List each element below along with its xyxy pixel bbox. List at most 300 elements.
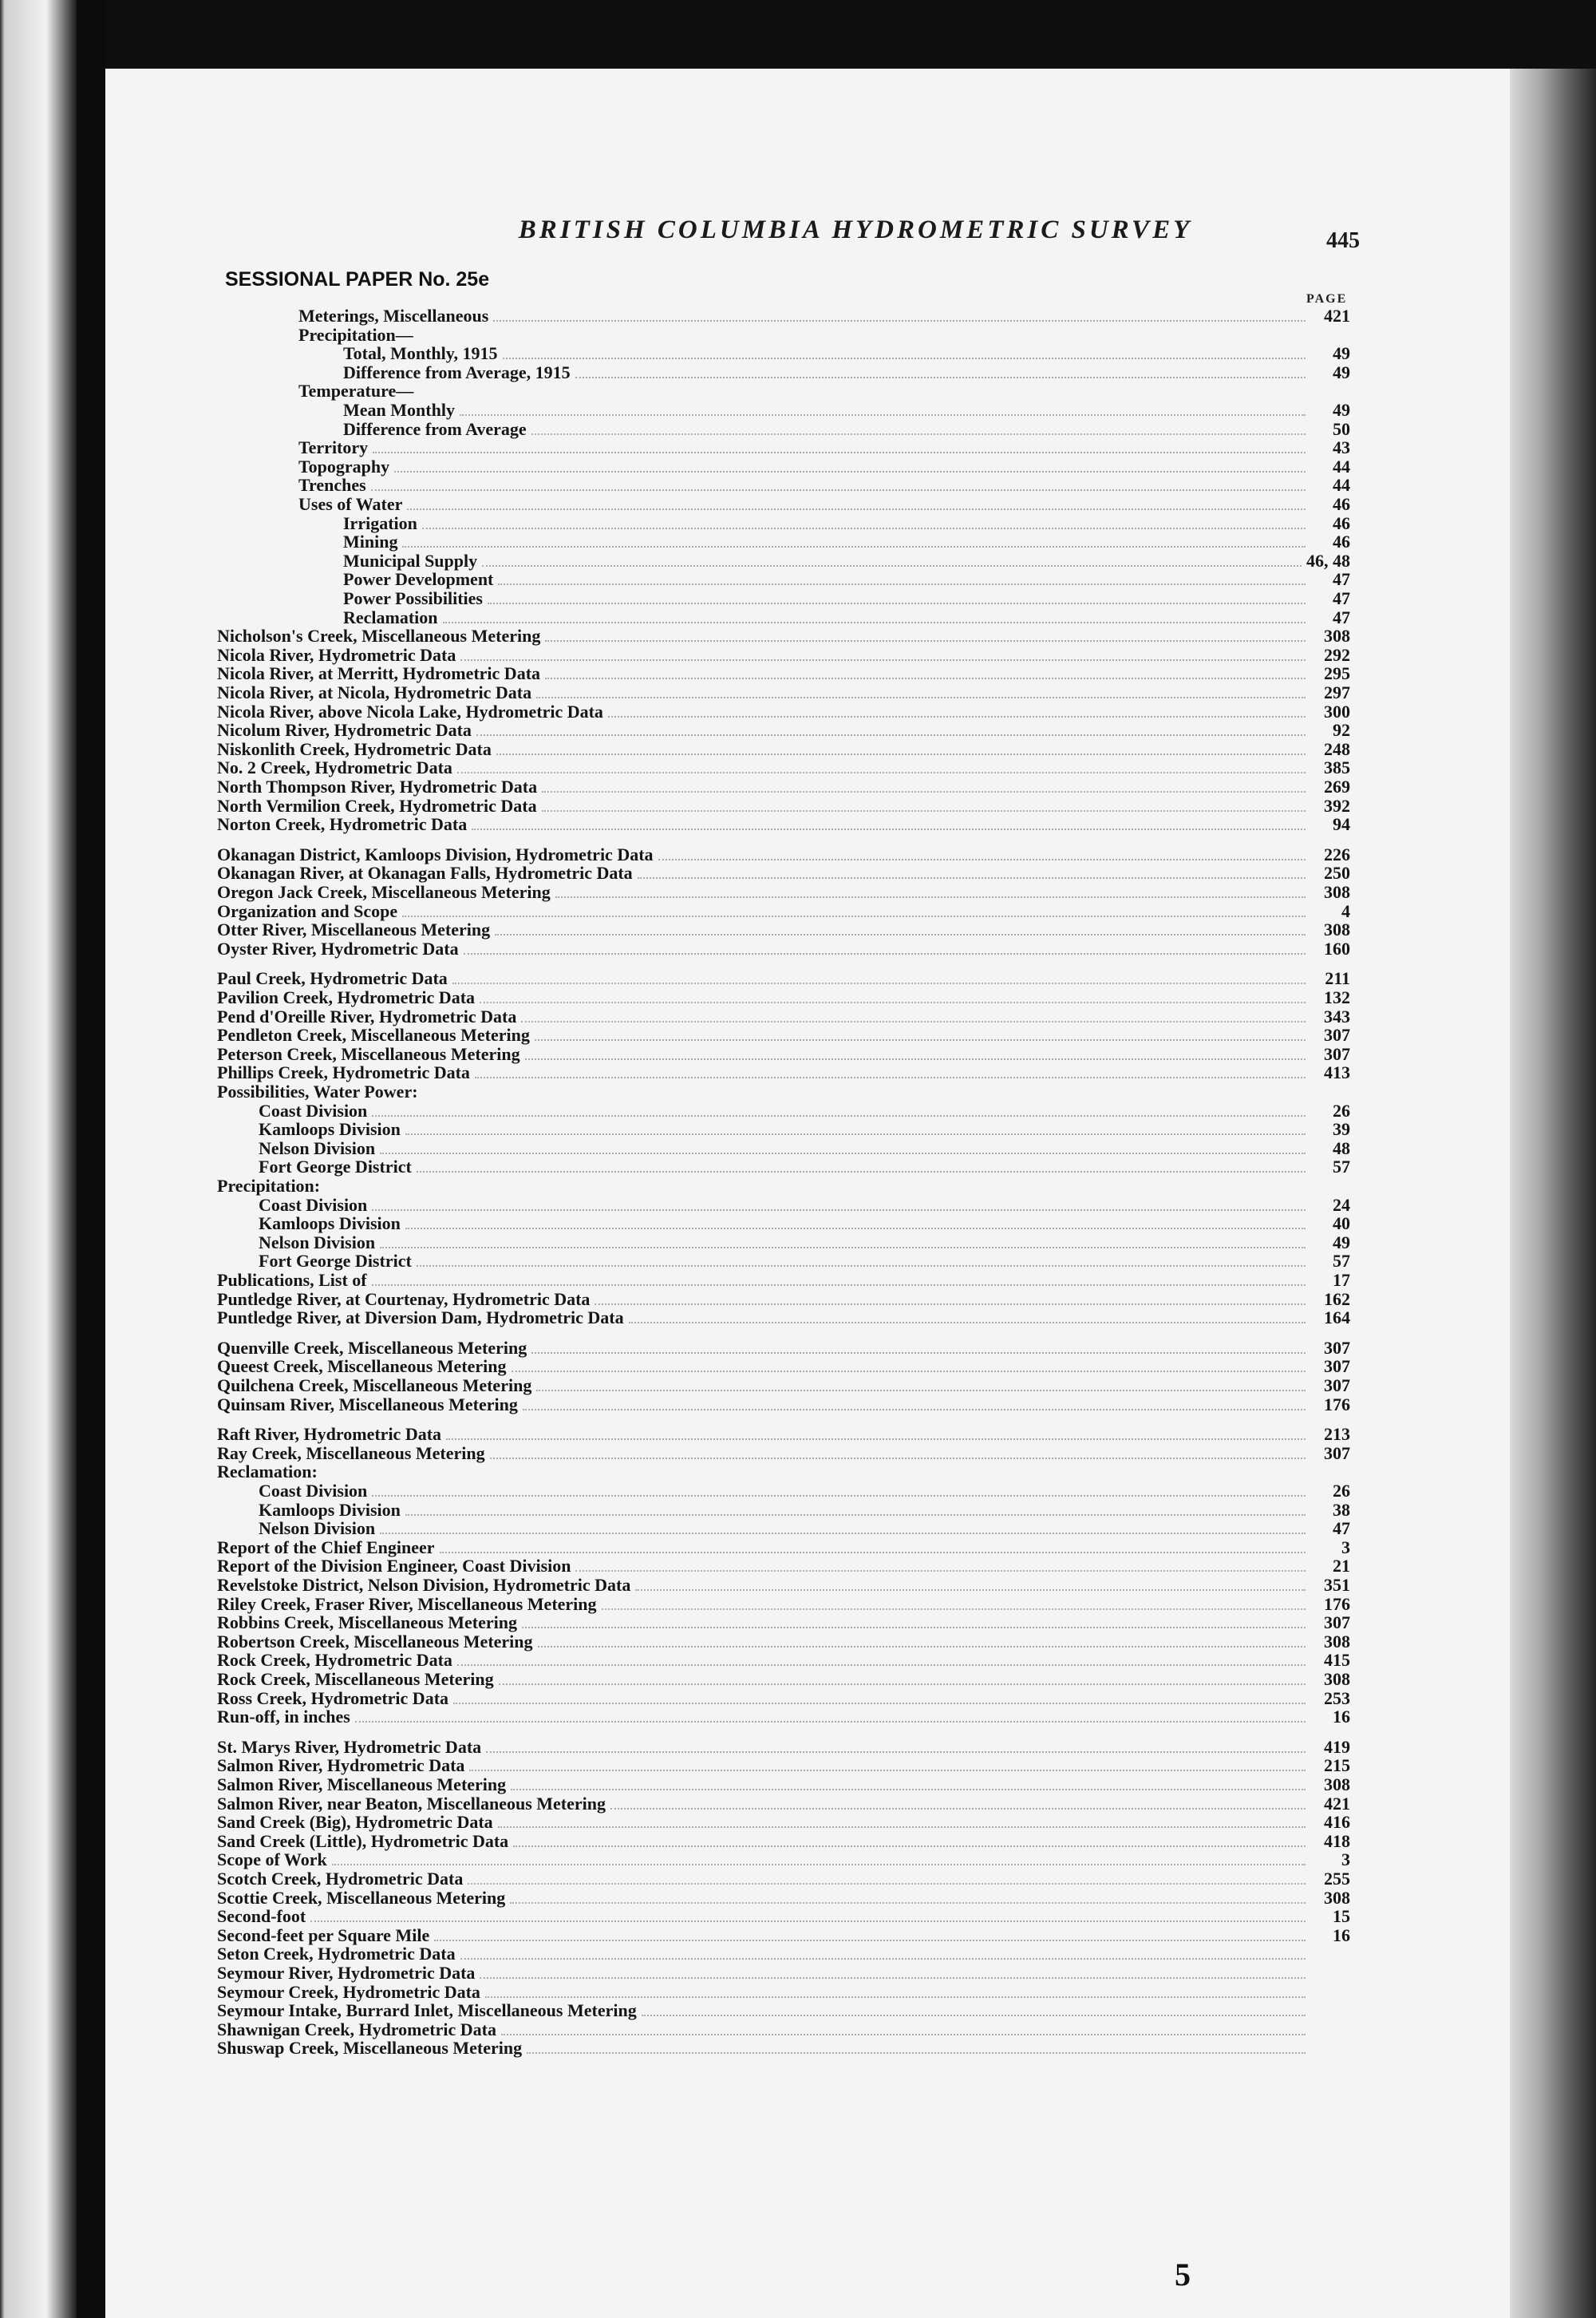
entry-title: Nicholson's Creek, Miscellaneous Metering [217, 626, 541, 646]
index-page [105, 69, 1510, 2318]
entry-title: Second-feet per Square Mile [217, 1925, 430, 1945]
entry-title: Seymour River, Hydrometric Data [217, 1963, 476, 1983]
dot-leader [407, 508, 1306, 510]
index-entry [259, 1214, 1350, 1233]
entry-title: Topography [298, 457, 390, 477]
entry-page-number: 26 [1333, 1101, 1350, 1121]
entry-page-number: 385 [1324, 758, 1350, 777]
entry-title: Organization and Scope [217, 901, 398, 921]
entry-page-number: 211 [1325, 968, 1350, 988]
dot-leader [452, 983, 1306, 984]
entry-title: Power Possibilities [343, 588, 483, 608]
entry-title: Salmon River, near Beaton, Miscellaneous Metering [217, 1794, 606, 1814]
entry-page-number: 300 [1324, 702, 1350, 722]
entry-title: Norton Creek, Hydrometric Data [217, 814, 468, 834]
dot-leader [522, 1627, 1306, 1628]
index-entry [217, 1045, 1350, 1064]
dot-leader [545, 678, 1306, 679]
entry-title: North Vermilion Creek, Hydrometric Data [217, 796, 537, 816]
index-entry [217, 1376, 1350, 1395]
index-entry [217, 883, 1350, 902]
dot-leader [511, 1789, 1306, 1790]
dot-leader [402, 546, 1306, 548]
index-entry [217, 1557, 1350, 1576]
index-entry [217, 1063, 1350, 1082]
index-entry [217, 1651, 1350, 1670]
entry-page-number: 47 [1333, 1518, 1350, 1538]
dot-leader [453, 1703, 1306, 1704]
dot-leader [525, 1058, 1306, 1060]
index-entry [217, 1926, 1350, 1945]
index-entry [298, 326, 1350, 345]
dot-leader [503, 358, 1306, 359]
index-entry [259, 1519, 1350, 1538]
entry-title: Possibilities, Water Power: [217, 1082, 418, 1102]
entry-title: Nelson Division [259, 1518, 376, 1538]
dot-leader [499, 1683, 1306, 1685]
entry-page-number: 49 [1333, 400, 1350, 420]
index-entry [217, 1964, 1350, 1983]
entry-title: Coast Division [259, 1195, 368, 1215]
index-entry [259, 1120, 1350, 1139]
dot-leader [372, 1209, 1306, 1211]
index-entry [217, 1308, 1350, 1327]
entry-title: No. 2 Creek, Hydrometric Data [217, 758, 452, 777]
entry-page-number: 307 [1324, 1025, 1350, 1045]
entry-page-number: 307 [1324, 1044, 1350, 1064]
entry-page-number: 307 [1324, 1338, 1350, 1358]
entry-page-number: 418 [1324, 1831, 1350, 1851]
entry-title: North Thompson River, Hydrometric Data [217, 777, 538, 797]
entry-title: Scotch Creek, Hydrometric Data [217, 1869, 464, 1889]
gutter-shadow [77, 0, 105, 2318]
index-entry [217, 1395, 1350, 1414]
index-entry [343, 401, 1350, 420]
index-entry [259, 1501, 1350, 1520]
entry-title: Kamloops Division [259, 1500, 401, 1520]
entry-title: Shawnigan Creek, Hydrometric Data [217, 2019, 496, 2039]
entry-title: Irrigation [343, 513, 417, 533]
entry-page-number: 419 [1324, 1737, 1350, 1757]
entry-page-number: 49 [1333, 362, 1350, 382]
entry-title: Salmon River, Hydrometric Data [217, 1755, 465, 1775]
entry-title: Shuswap Creek, Miscellaneous Metering [217, 2038, 523, 2058]
entry-title: Nicola River, at Nicola, Hydrometric Data [217, 682, 532, 702]
index-entry [217, 1007, 1350, 1026]
entry-title: Robertson Creek, Miscellaneous Metering [217, 1632, 533, 1651]
dot-leader [460, 659, 1306, 661]
dot-leader [468, 1883, 1306, 1885]
entry-page-number: 308 [1324, 626, 1350, 646]
index-entry [217, 646, 1350, 665]
index-entry [217, 845, 1350, 864]
entry-title: Meterings, Miscellaneous [298, 306, 489, 326]
entry-title: Nicola River, Hydrometric Data [217, 645, 456, 665]
entry-page-number: 421 [1324, 306, 1350, 326]
entry-page-number: 250 [1324, 863, 1350, 883]
dot-leader [405, 1514, 1306, 1516]
entry-title: Kamloops Division [259, 1213, 401, 1233]
entry-page-number: 47 [1333, 607, 1350, 627]
entry-page-number: 255 [1324, 1869, 1350, 1889]
dot-leader [380, 1533, 1306, 1534]
entry-title: Phillips Creek, Hydrometric Data [217, 1062, 470, 1082]
index-entry [217, 777, 1350, 797]
index-entry [259, 1233, 1350, 1252]
dot-leader [486, 1751, 1306, 1753]
entry-page-number: 94 [1333, 814, 1350, 834]
dot-leader [513, 1845, 1306, 1847]
index-entry [343, 570, 1350, 589]
index-entry [217, 1082, 1350, 1102]
entry-page-number: 46 [1333, 513, 1350, 533]
entry-page-number: 392 [1324, 796, 1350, 816]
index-entry [298, 476, 1350, 495]
index-entry [343, 589, 1350, 608]
entry-title: Salmon River, Miscellaneous Metering [217, 1774, 507, 1794]
entry-page-number: 253 [1324, 1688, 1350, 1708]
index-entry [217, 969, 1350, 988]
entry-page-number: 16 [1333, 1925, 1350, 1945]
index-entry [217, 1794, 1350, 1814]
dot-leader [372, 1284, 1306, 1286]
entry-page-number: 38 [1333, 1500, 1350, 1520]
entry-page-number: 176 [1324, 1394, 1350, 1414]
index-entry [259, 1252, 1350, 1271]
index-entry [343, 532, 1350, 552]
entry-title: Okanagan River, at Okanagan Falls, Hydrometric Data [217, 863, 633, 883]
entry-page-number: 26 [1333, 1481, 1350, 1501]
entry-page-number: 3 [1341, 1849, 1350, 1869]
index-entry [259, 1157, 1350, 1177]
entry-page-number: 49 [1333, 343, 1350, 363]
entry-title: Fort George District [259, 1157, 412, 1177]
entry-title: Municipal Supply [343, 551, 478, 571]
index-entry [217, 1756, 1350, 1775]
dot-leader [440, 1552, 1306, 1553]
index-entry [217, 1538, 1350, 1557]
dot-leader [475, 1077, 1306, 1078]
dot-leader [480, 1002, 1306, 1003]
entry-title: Otter River, Miscellaneous Metering [217, 920, 491, 939]
index-entry [217, 1689, 1350, 1708]
index-entry [343, 608, 1350, 627]
index-entry [298, 382, 1350, 401]
dot-leader [476, 734, 1306, 736]
dot-leader [394, 471, 1306, 473]
index-entry [217, 683, 1350, 702]
entry-page-number: 351 [1324, 1575, 1350, 1595]
dot-leader [460, 1958, 1306, 1960]
index-entry [217, 1850, 1350, 1869]
index-entry [217, 1613, 1350, 1632]
entry-title: Precipitation— [298, 325, 413, 345]
entry-title: Nelson Division [259, 1232, 376, 1252]
entry-page-number: 48 [1333, 1138, 1350, 1158]
dot-leader [372, 1495, 1306, 1497]
index-entry [217, 1357, 1350, 1376]
entry-title: Rock Creek, Hydrometric Data [217, 1650, 452, 1670]
index-entry [259, 1481, 1350, 1501]
dot-leader [638, 877, 1306, 879]
dot-leader [482, 565, 1302, 567]
entry-title: Uses of Water [298, 494, 403, 514]
index-entry [217, 939, 1350, 959]
dot-leader [531, 433, 1306, 435]
entry-title: Paul Creek, Hydrometric Data [217, 968, 448, 988]
index-entry [217, 1271, 1350, 1290]
page-column-label: PAGE [1306, 292, 1348, 306]
entry-title: Pavilion Creek, Hydrometric Data [217, 987, 476, 1007]
entry-title: Run-off, in inches [217, 1707, 350, 1727]
entry-page-number: 39 [1333, 1119, 1350, 1139]
entry-page-number: 44 [1333, 475, 1350, 495]
index-entry [217, 721, 1350, 740]
dot-leader [495, 934, 1306, 936]
entry-page-number: 47 [1333, 588, 1350, 608]
index-entry [217, 1595, 1350, 1614]
entry-title: Queest Creek, Miscellaneous Metering [217, 1356, 507, 1376]
entry-title: Fort George District [259, 1251, 412, 1271]
index-entry [259, 1196, 1350, 1215]
index-entry [217, 1632, 1350, 1651]
entry-title: Riley Creek, Fraser River, Miscellaneous Metering [217, 1594, 597, 1614]
index-entry [217, 1983, 1350, 2002]
page-right-edge [1510, 69, 1596, 2318]
entry-page-number: 295 [1324, 663, 1350, 683]
entry-title: Kamloops Division [259, 1119, 401, 1139]
index-entry [217, 1425, 1350, 1444]
entry-page-number: 49 [1333, 1232, 1350, 1252]
entry-title: Trenches [298, 475, 366, 495]
entry-page-number: 164 [1324, 1307, 1350, 1327]
entry-page-number: 292 [1324, 645, 1350, 665]
entry-title: Reclamation [343, 607, 438, 627]
dot-leader [373, 452, 1306, 453]
entry-page-number: 162 [1324, 1289, 1350, 1309]
entry-title: Publications, List of [217, 1270, 367, 1290]
dot-leader [608, 716, 1306, 718]
entry-page-number: 40 [1333, 1213, 1350, 1233]
entry-title: Sand Creek (Big), Hydrometric Data [217, 1812, 493, 1832]
dot-leader [490, 1458, 1306, 1459]
dot-leader [405, 1228, 1306, 1229]
entry-title: Scope of Work [217, 1849, 327, 1869]
index-entry [343, 552, 1350, 571]
entry-title: Nicola River, at Merritt, Hydrometric Data [217, 663, 541, 683]
entry-page-number: 307 [1324, 1443, 1350, 1463]
entry-title: Difference from Average, 1915 [343, 362, 571, 382]
index-entry [217, 702, 1350, 722]
dot-leader [464, 953, 1306, 955]
index-entry [217, 988, 1350, 1007]
entry-page-number: 21 [1333, 1556, 1350, 1576]
dot-leader [595, 1303, 1306, 1305]
index-entry [217, 1869, 1350, 1889]
dot-leader [629, 1322, 1306, 1323]
entry-title: Total, Monthly, 1915 [343, 343, 498, 363]
index-entry [217, 1889, 1350, 1908]
dot-leader [488, 603, 1306, 604]
entry-page-number: 46 [1333, 494, 1350, 514]
entry-page-number: 226 [1324, 845, 1350, 864]
index-entry [217, 797, 1350, 816]
index-entry [217, 1775, 1350, 1794]
entry-title: Reclamation: [217, 1462, 318, 1481]
dot-leader [523, 1409, 1306, 1410]
entry-title: Nicolum River, Hydrometric Data [217, 720, 472, 740]
entry-title: Difference from Average [343, 419, 527, 439]
entry-title: Puntledge River, at Courtenay, Hydrometric Data [217, 1289, 591, 1309]
dot-leader [457, 1664, 1306, 1666]
entry-page-number: 17 [1333, 1270, 1350, 1290]
dot-leader [460, 414, 1306, 416]
entry-page-number: 308 [1324, 1774, 1350, 1794]
entry-title: Peterson Creek, Miscellaneous Metering [217, 1044, 520, 1064]
entry-page-number: 15 [1333, 1906, 1350, 1926]
index-entry [217, 1462, 1350, 1481]
index-entry [217, 2039, 1350, 2058]
entry-page-number: 308 [1324, 920, 1350, 939]
entry-title: Rock Creek, Miscellaneous Metering [217, 1669, 494, 1689]
entry-title: Seymour Creek, Hydrometric Data [217, 1982, 480, 2002]
index-entry [217, 740, 1350, 759]
entry-page-number: 57 [1333, 1157, 1350, 1177]
dot-leader [536, 1390, 1306, 1391]
entry-page-number: 269 [1324, 777, 1350, 797]
entry-title: Report of the Chief Engineer [217, 1537, 435, 1557]
index-entry [343, 344, 1350, 363]
dot-leader [498, 583, 1306, 585]
page-number: 445 [1326, 228, 1360, 253]
dot-leader [355, 1721, 1306, 1723]
index-entry [217, 2020, 1350, 2039]
index-entry [217, 1339, 1350, 1358]
dot-leader [443, 622, 1306, 623]
entry-page-number: 421 [1324, 1794, 1350, 1814]
index-entry [217, 1707, 1350, 1727]
entry-title: Pendleton Creek, Miscellaneous Metering [217, 1025, 530, 1045]
entry-page-number: 176 [1324, 1594, 1350, 1614]
entry-title: Quilchena Creek, Miscellaneous Metering [217, 1375, 532, 1395]
entry-page-number: 46, 48 [1306, 551, 1350, 571]
dot-leader [417, 1171, 1306, 1173]
index-entry [259, 1102, 1350, 1121]
entry-title: Precipitation: [217, 1176, 321, 1196]
entry-title: Ray Creek, Miscellaneous Metering [217, 1443, 485, 1463]
dot-leader [575, 377, 1306, 378]
dot-leader [422, 528, 1306, 529]
entry-page-number: 297 [1324, 682, 1350, 702]
index-entry [217, 1944, 1350, 1964]
dot-leader [527, 2052, 1306, 2054]
entry-title: Quinsam River, Miscellaneous Metering [217, 1394, 518, 1414]
dot-leader [380, 1247, 1306, 1248]
index-entry [217, 815, 1350, 834]
entry-page-number: 343 [1324, 1007, 1350, 1026]
index-entry [298, 438, 1350, 457]
dot-leader [372, 1115, 1306, 1117]
dot-leader [545, 640, 1306, 642]
index-entry [217, 1813, 1350, 1832]
entry-title: Niskonlith Creek, Hydrometric Data [217, 739, 492, 759]
dot-leader [457, 772, 1306, 773]
entry-title: Territory [298, 437, 369, 457]
entry-title: Oyster River, Hydrometric Data [217, 939, 459, 959]
entry-title: Mining [343, 532, 398, 552]
index-entry [343, 420, 1350, 439]
entry-page-number: 160 [1324, 939, 1350, 959]
entry-title: Nicola River, above Nicola Lake, Hydrometric Data [217, 702, 603, 722]
dot-leader [493, 320, 1306, 322]
entry-page-number: 248 [1324, 739, 1350, 759]
entry-title: St. Marys River, Hydrometric Data [217, 1737, 482, 1757]
entry-page-number: 308 [1324, 1632, 1350, 1651]
dot-leader [521, 1021, 1306, 1023]
dot-leader [642, 2015, 1306, 2016]
index-entry [343, 514, 1350, 533]
entry-title: Raft River, Hydrometric Data [217, 1424, 442, 1444]
dot-leader [542, 810, 1306, 812]
entry-title: Seymour Intake, Burrard Inlet, Miscellaneous Metering [217, 2000, 637, 2020]
index-entry [217, 1576, 1350, 1595]
dot-leader [542, 791, 1306, 793]
entry-page-number: 24 [1333, 1195, 1350, 1215]
dot-leader [332, 1864, 1306, 1865]
entry-title: Mean Monthly [343, 400, 455, 420]
entry-page-number: 308 [1324, 1669, 1350, 1689]
entry-page-number: 215 [1324, 1755, 1350, 1775]
entry-page-number: 43 [1333, 437, 1350, 457]
entry-title: Sand Creek (Little), Hydrometric Data [217, 1831, 509, 1851]
entry-title: Revelstoke District, Nelson Division, Hydrometric Data [217, 1575, 631, 1595]
facing-page-edge [0, 0, 77, 2318]
entry-title: Coast Division [259, 1101, 368, 1121]
dot-leader [531, 1352, 1306, 1354]
entry-page-number: 413 [1324, 1062, 1350, 1082]
index-entry [217, 920, 1350, 939]
entry-page-number: 46 [1333, 532, 1350, 552]
entry-title: Robbins Creek, Miscellaneous Metering [217, 1612, 518, 1632]
index-entry [217, 1444, 1350, 1463]
entry-page-number: 307 [1324, 1612, 1350, 1632]
index-entry [259, 1139, 1350, 1158]
entry-page-number: 308 [1324, 1888, 1350, 1908]
index-entry [217, 1290, 1350, 1309]
entry-page-number: 307 [1324, 1375, 1350, 1395]
entry-title: Nelson Division [259, 1138, 376, 1158]
index-entry [217, 664, 1350, 683]
entry-page-number: 415 [1324, 1650, 1350, 1670]
running-head: BRITISH COLUMBIA HYDROMETRIC SURVEY [518, 216, 1193, 244]
index-entry [217, 1670, 1350, 1689]
entry-page-number: 3 [1341, 1537, 1350, 1557]
entry-page-number: 47 [1333, 569, 1350, 589]
index-entry [217, 864, 1350, 883]
entry-title: Puntledge River, at Diversion Dam, Hydrometric Data [217, 1307, 624, 1327]
entry-page-number: 307 [1324, 1356, 1350, 1376]
footer-mark: 5 [1175, 2257, 1191, 2292]
entry-title: Report of the Division Engineer, Coast Division [217, 1556, 571, 1576]
entry-title: Okanagan District, Kamloops Division, Hydrometric Data [217, 845, 654, 864]
scan-top-border [77, 0, 1596, 69]
dot-leader [480, 1977, 1306, 1979]
dot-leader [635, 1589, 1306, 1591]
index-entry [217, 1026, 1350, 1045]
entry-page-number: 57 [1333, 1251, 1350, 1271]
dot-leader [496, 754, 1306, 755]
entry-title: Oregon Jack Creek, Miscellaneous Metering [217, 882, 551, 902]
